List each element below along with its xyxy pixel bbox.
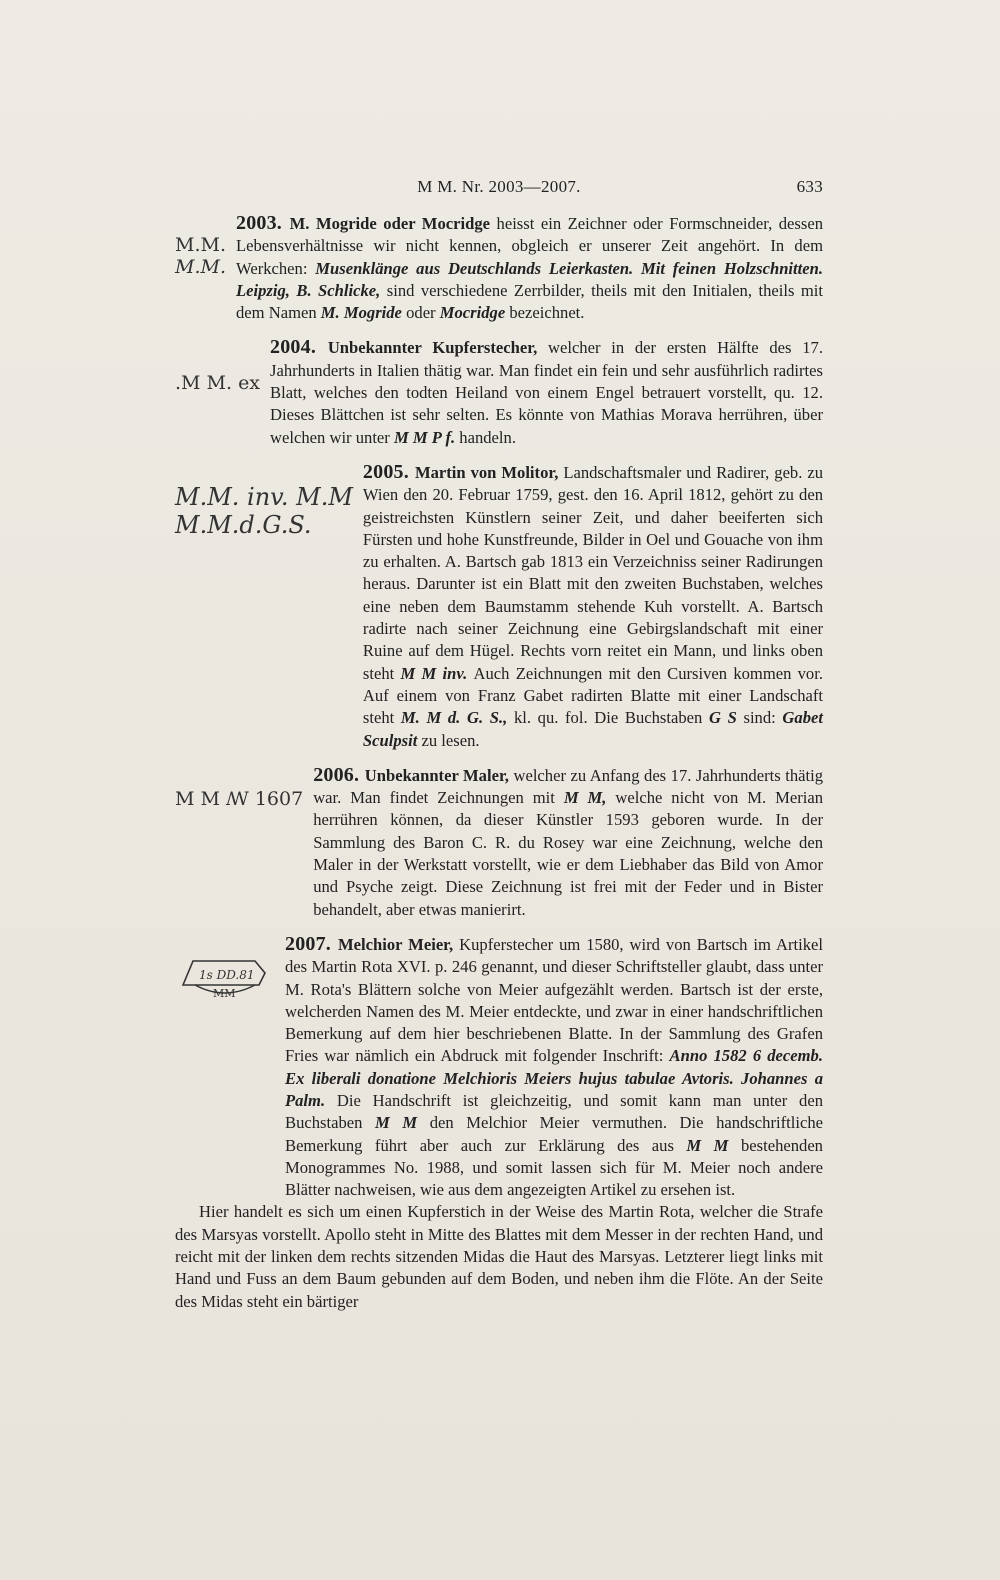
entry-2003: M.M. M.M. 2003. M. Mogride oder Mocridge heisst ein Zeichner oder Formschneider, dessen Lebensverhältnisse wir nicht kennen, obgleich er unserer Zeit angehört. In dem Werkchen: Musenklänge aus Deutschlands Leierkasten. Mit feinen Holzschnitten. Leipzig, B. Schlicke, sind verschiedene Zerrbilder, theils mit den Initialen, theils mit dem Namen M. Mogride oder Mocridge bezeichnet. <box>175 212 823 323</box>
text-column <box>175 176 823 1325</box>
monogram-2003: M.M. M.M. <box>175 234 226 278</box>
seal-monogram-image <box>175 955 275 1003</box>
entry-2005: M.M. inv. M.M M.M.d.G.S. 2005. Martin von Molitor, Landschaftsmaler und Radirer, geb. zu Wien den 20. Februar 1759, gest. den 16. April 1812, gehört zu den geistreichsten Künstlern seiner Zeit, und daher beeiferten sich Fürsten und hohe Kunstfreunde, Bilder in Oel und Gouache von ihm zu erhalten. A. Bartsch gab 1813 ein Verzeichniss seiner Radirungen heraus. Darunter ist ein Blatt mit den zweiten Buchstaben, welches eine neben dem Baumstamm stehende Kuh vorstellt. A. Bartsch radirte nach seiner Zeichnung eine Gebirgslandschaft mit einer Ruine auf dem Hügel. Rechts vorn reitet ein Mann, und links oben steht M M inv. Auch Zeichnungen mit den Cursiven kommen vor. Auf einem von Franz Gabet radirten Blatte mit einer Landschaft steht M. M d. G. S., kl. qu. fol. Die Buchstaben G S sind: Gabet Sculpsit zu lesen. <box>175 460 823 750</box>
entry-heading: M. Mogride oder Mocridge <box>289 214 490 233</box>
seal-text: 1s DD.81 <box>199 967 255 982</box>
entry-2007: 1s DD.81 MM 2007. Melchior Meier, Kupferstecher um 1580, wird von Bartsch im Artikel des Martin Rota XVI. p. 246 genannt, und dieser Schriftsteller glaubt, dass unter M. Rota's Blättern solche von Meier aufgezählt werden. Bartsch ist der erste, welcherden Namen des M. Meier entdeckte, und zwar in einer handschriftlichen Bemerkung auf dem hier beschriebenen Blatte. In der Sammlung des Grafen Fries war nämlich ein Abdruck mit folgender Inschrift: Anno 1582 6 decemb. Ex liberali donatione Melchioris Meiers hujus tabulae Avtoris. Johannes a Palm. Die Handschrift ist gleichzeitig, und somit kann man unter den Buchstaben M M den Melchior Meier vermuthen. Die handschriftliche Bemerkung führt aber auch zur Erklärung des aus M M bestehenden Monogrammes No. 1988, und somit lassen sich für M. Meier noch andere Blätter nachweisen, wie aus dem angezeigten Artikel zu ersehen ist. Hier handelt es sich um einen Kupferstich in der Weise des Martin Rota, welcher die Strafe des Marsyas vorstellt. Apollo steht in Mitte des Blattes mit dem Messer in der rechten Hand, und reicht mit der linken dem rechts sitzenden Midas die Haut des Marsyas. Letzterer liegt links mit Hand und Fuss an dem Baum gebunden auf dem Boden, und neben ihm die Flöte. An der Seite des Midas steht ein bärtiger <box>175 933 823 1313</box>
monogram-2005: M.M. inv. M.M M.M.d.G.S. <box>175 482 353 539</box>
entry-number: 2006. <box>313 763 360 786</box>
book-title: Musenklänge aus Deutschlands Leierkasten. Mit feinen Holzschnitten. Leipzig, B. Schlicke, <box>236 258 823 300</box>
entry-number: 2005. <box>362 460 409 483</box>
entry-heading: Unbekannter Maler, <box>364 765 509 785</box>
entry-heading: Melchior Meier, <box>338 934 454 954</box>
entry-number: 2004. <box>270 336 317 359</box>
page-header <box>175 176 823 198</box>
running-head: M M. Nr. 2003—2007. <box>417 177 581 196</box>
entry-number: 2007. <box>285 932 331 955</box>
page-number: 633 <box>796 177 823 196</box>
inscription: Anno 1582 6 decemb. Ex liberali donatione Melchioris Meiers hujus tabulae Avtoris. Johannes a Palm. <box>285 1046 823 1110</box>
entry-number: 2003. <box>236 212 282 234</box>
paragraph: Hier handelt es sich um einen Kupferstich in der Weise des Martin Rota, welcher die Strafe des Marsyas vorstellt. Apollo steht in Mitte des Blattes mit dem Messer in der rechten Hand, und reicht mit der linken dem rechts sitzenden Midas die Haut des Marsyas. Letzterer liegt links mit Hand und Fuss an dem Baum gebunden auf dem Boden, und neben ihm die Flöte. An der Seite des Midas steht ein bärtiger <box>175 1202 823 1311</box>
entry-2006: M M ꟿ 1607 2006. Unbekannter Maler, welcher zu Anfang des 17. Jahrhunderts thätig war. Man findet Zeichnungen mit M M, welche nicht von M. Merian herrühren können, da dieser Künstler 1593 geboren wurde. In der Sammlung des Baron C. R. du Rosey war eine Zeichnung, welche den Maler in der Werkstatt vorstellt, wie er dem Liebhaber das Bild von Amor und Psyche zeigt. Diese Zeichnung ist frei mit der Feder und in Bister behandelt, aber etwas manierirt. <box>175 763 823 919</box>
entry-2004: .M M. ex 2004. Unbekannter Kupferstecher, welcher in der ersten Hälfte des 17. Jahrhunderts in Italien thätig war. Man findet ein fein und sehr ausführlich radirtes Blatt, welches den todten Heiland von einem Engel betrauert vorstellt, qu. 12. Dieses Blättchen ist sehr selten. Es könnte von Mathias Morava herrühren, über welchen wir unter M M P f. handeln. <box>175 336 823 447</box>
entry-heading: Martin von Molitor, <box>414 462 559 482</box>
monogram-2006: M M ꟿ 1607 <box>175 787 304 810</box>
monogram-2004: .M M. ex <box>175 372 261 395</box>
seal-monogram: MM <box>213 986 236 1000</box>
entry-heading: Unbekannter Kupferstecher, <box>327 338 538 358</box>
